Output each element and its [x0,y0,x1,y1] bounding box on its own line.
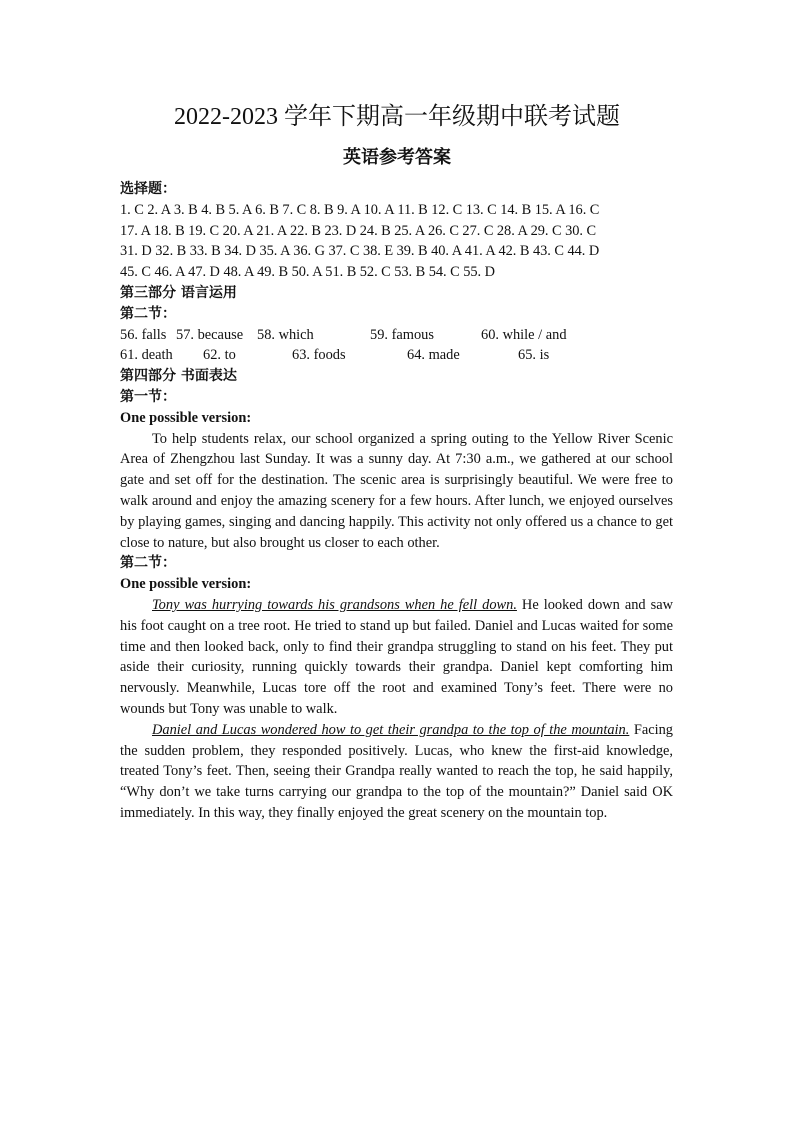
story-paragraph [120,720,673,824]
choice-answers-line: 17. A 18. B 19. C 20. A 21. A 22. B 23. D 24. B 25. A 26. C 27. C 28. A 29. C 30. C [120,222,597,239]
story-given-opening: Daniel and Lucas wondered how to get their grandpa to the top of the mountain. [152,721,630,738]
fill-answers-row [120,345,673,366]
fill-answer: 58. which [257,326,314,343]
fill-answer: 64. made [407,347,460,364]
part4-section1-heading: 第一节： [120,388,176,405]
page-title: 2022-2023 学年下期高一年级期中联考试题 [174,104,620,130]
fill-answers-row [120,325,673,346]
choice-answers-line: 45. C 46. A 47. D 48. A 49. B 50. A 51. B 52. C 53. B 54. C 55. D [120,264,495,281]
fill-answer: 65. is [518,347,550,364]
part4-heading: 第四部分 书面表达 [120,368,237,385]
part3-section2-heading: 第二节： [120,305,176,322]
fill-answer: 60. while / and [481,326,567,343]
choice-answers-line: 31. D 32. B 33. B 34. D 35. A 36. G 37. C 38. E 39. B 40. A 41. A 42. B 43. C 44. D [120,243,600,260]
fill-answer: 61. death [120,347,173,364]
story-paragraph [120,595,673,720]
part4-section2-heading: 第二节： [120,555,176,572]
fill-answer: 59. famous [370,326,434,343]
page-subtitle: 英语参考答案 [343,147,451,168]
part3-heading: 第三部分 语言运用 [120,284,237,301]
fill-answer: 57. because [176,326,244,343]
answer-content [120,179,673,824]
story-paragraph-text: He looked down and saw his foot caught on a tree root. He tried to stand up but failed. Daniel and Lucas waited for some time and then looked back, only to find their grandpa struggling to stand on his feet. They put aside their curiosity, running quickly towards their grandpa. Daniel kept comforting him nervously. Meanwhile, Lucas tore off the root and examined Tony’s feet. There were no wounds but Tony was unable to walk. [120,596,674,717]
version-label: One possible version: [120,576,252,593]
fill-answer: 63. foods [292,347,346,364]
fill-answer: 62. to [203,347,236,364]
choice-heading: 选择题： [120,181,176,197]
fill-answer: 56. falls [120,326,167,343]
essay-paragraph: To help students relax, our school organized a spring outing to the Yellow River Scenic Area of Zhengzhou last Sunday. It was a sunny day. At 7:30 a.m., we gathered at our school gate and set off for the destination. The scenic area is surprisingly beautiful. We were free to walk around and enjoy the amazing scenery for a few hours. After lunch, we enjoyed ourselves by playing games, singing and dancing happily. This activity not only offered us a chance to get close to nature, but also brought us closer to each other. [120,430,673,551]
version-label: One possible version: [120,409,252,426]
choice-answers-line: 1. C 2. A 3. B 4. B 5. A 6. B 7. C 8. B 9. A 10. A 11. B 12. C 13. C 14. B 15. A 16. C [120,201,600,218]
story-given-opening: Tony was hurrying towards his grandsons when he fell down. [152,596,517,613]
story-paragraph-text: Facing the sudden problem, they responded positively. Lucas, who knew the first-aid knowledge, treated Tony’s feet. Then, seeing their Grandpa really wanted to reach the top, he said happily, “Why don’t we take turns carrying our grandpa to the top of the mountain?” Daniel said OK immediately. In this way, they finally enjoyed the great scenery on the mountain top. [120,721,674,821]
